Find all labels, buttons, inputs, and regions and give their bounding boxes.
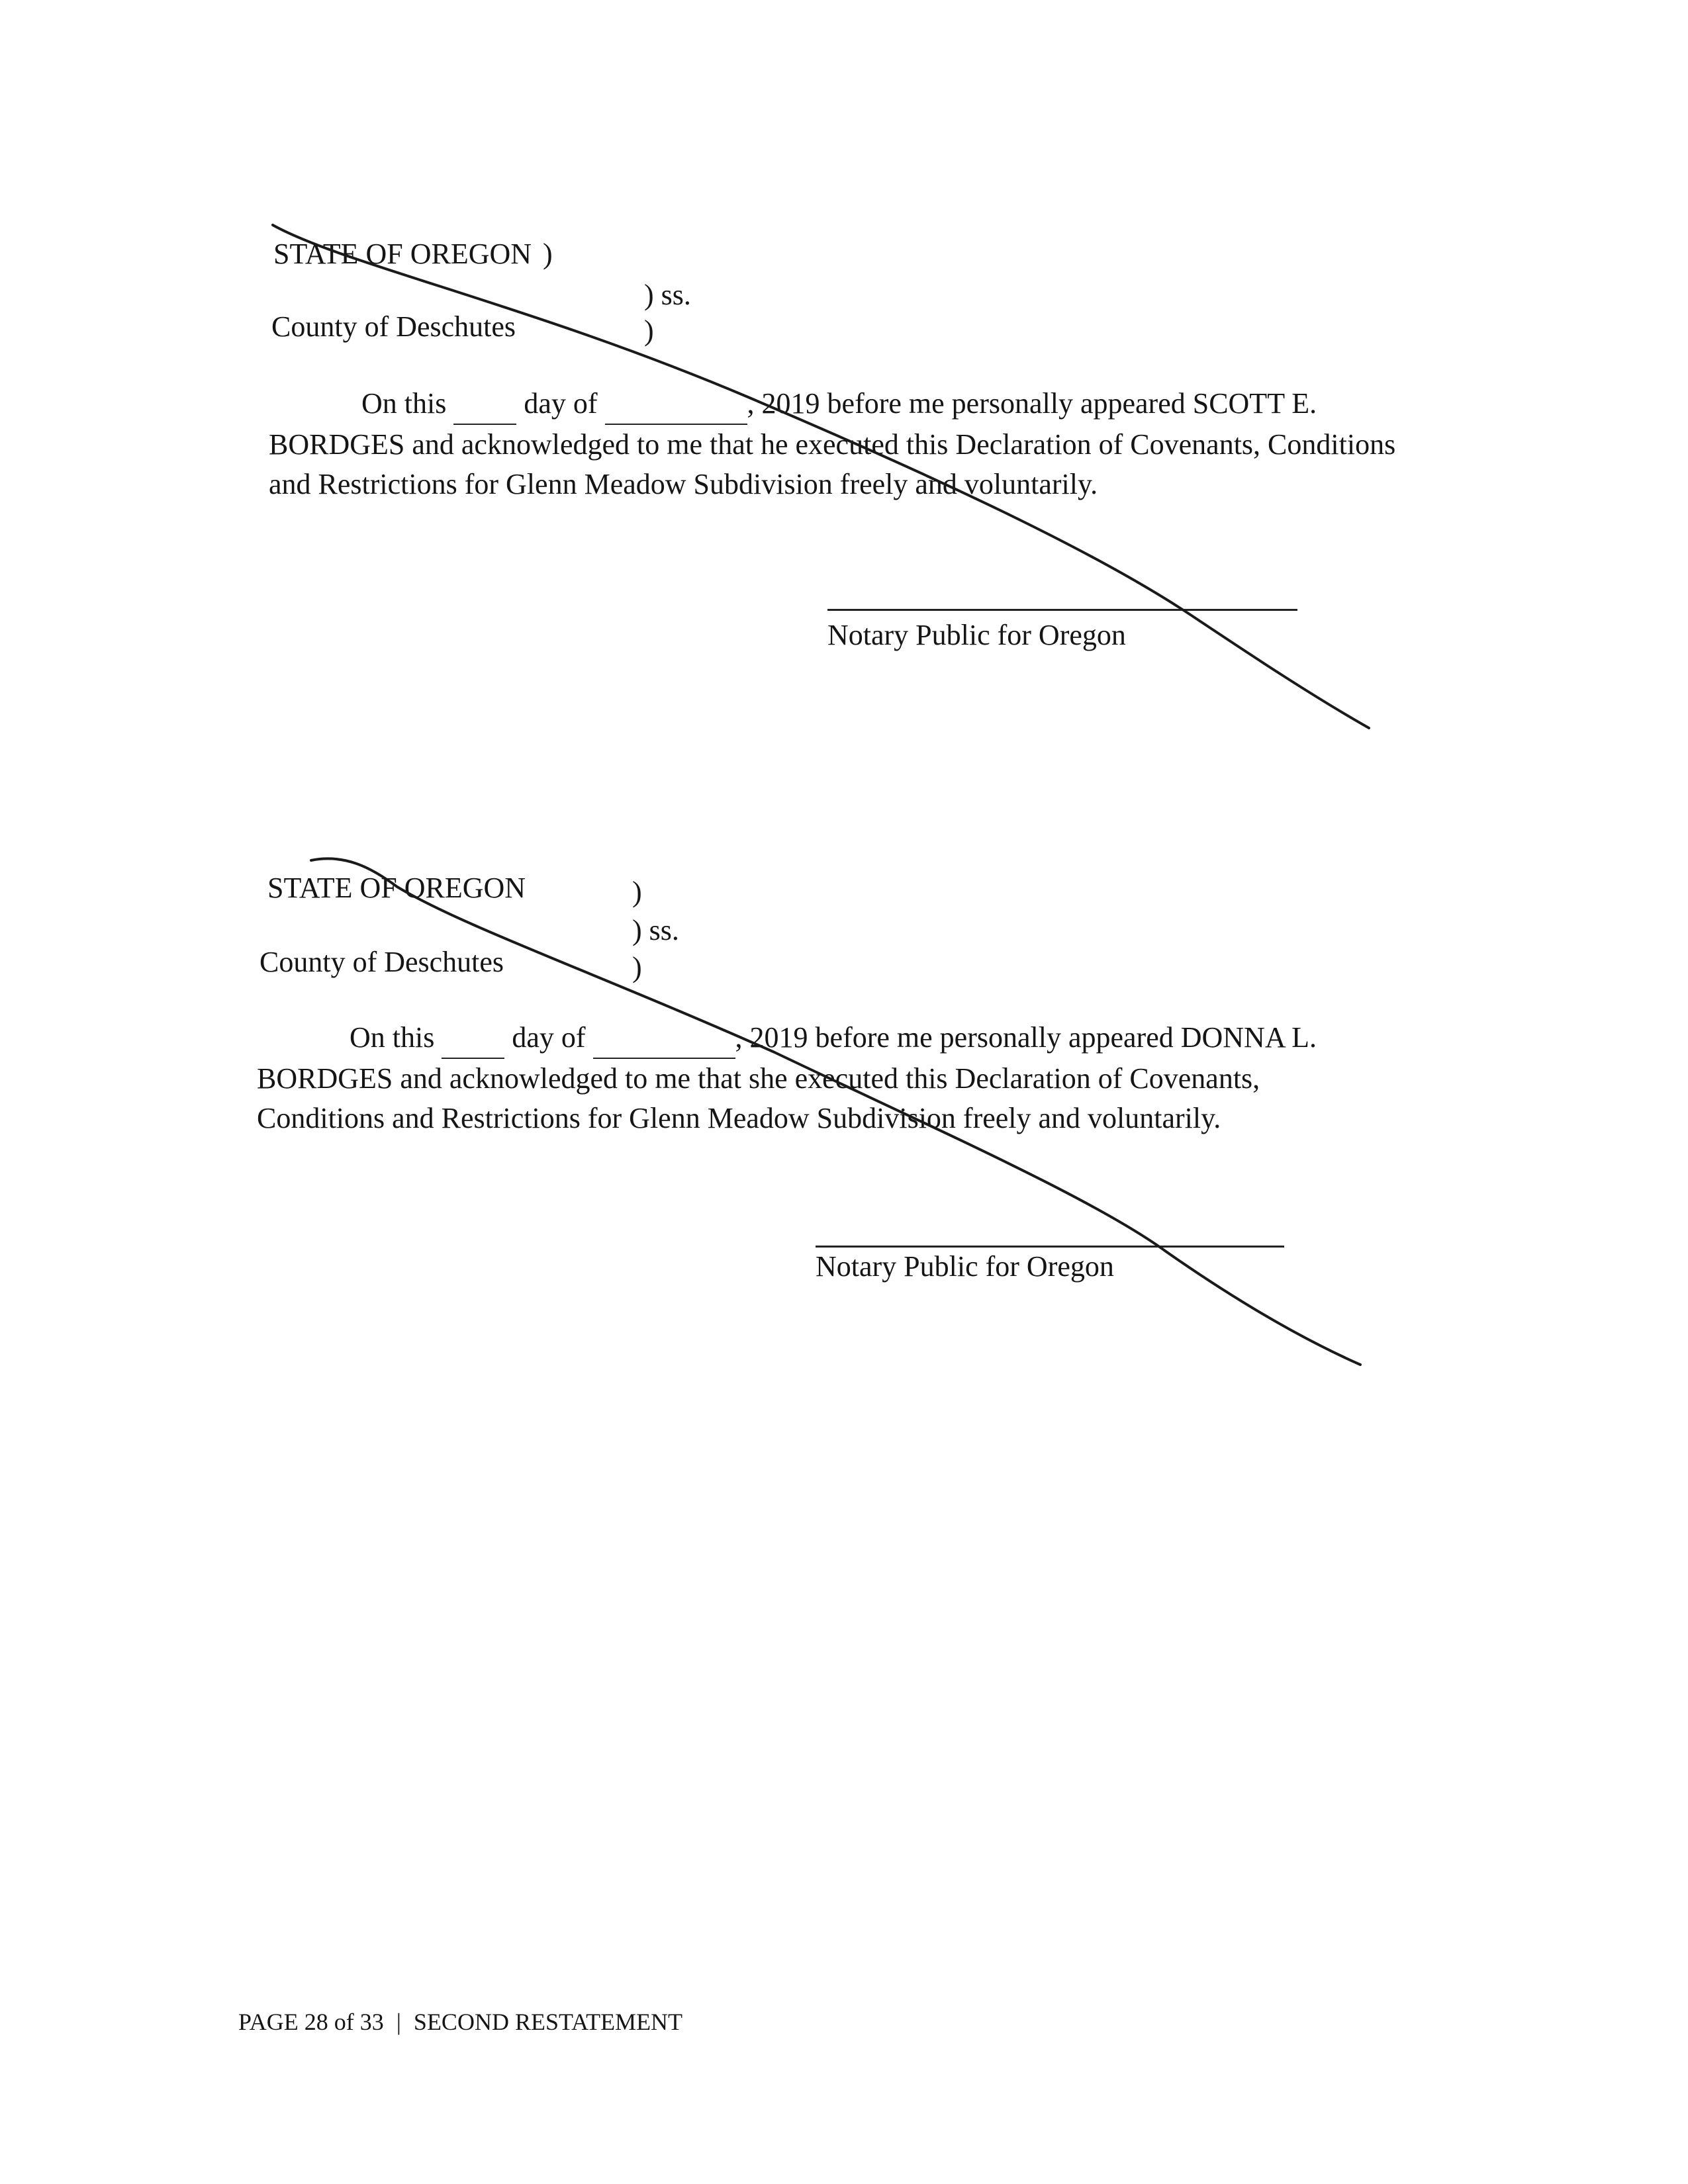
paragraph-line-3: Conditions and Restrictions for Glenn Meadow Subdivision freely and voluntarily. — [257, 1102, 1221, 1134]
cross-out-line — [311, 858, 1360, 1365]
ss-marker: ) ss. — [644, 279, 691, 311]
footer-separator: | — [396, 2009, 401, 2035]
footer-label: SECOND RESTATEMENT — [413, 2009, 683, 2035]
cross-out-line — [273, 225, 1369, 728]
page-footer — [238, 2008, 682, 2036]
on-this-text: On this — [350, 1021, 435, 1054]
line1-rest: , 2019 before me personally appeared SCOTT E. — [747, 387, 1317, 420]
state-heading: STATE OF OREGON — [267, 872, 526, 904]
notary-caption: Notary Public for Oregon — [827, 619, 1126, 651]
page-number: PAGE 28 of 33 — [238, 2009, 384, 2035]
line1-rest: , 2019 before me personally appeared DONNA L. — [735, 1021, 1317, 1054]
state-heading: STATE OF OREGON — [273, 238, 532, 270]
paragraph-line-2: BORDGES and acknowledged to me that he executed this Declaration of Covenants, Conditions — [269, 428, 1396, 461]
state-paren: ) — [632, 876, 642, 908]
county-label: County of Deschutes — [271, 310, 516, 343]
county-paren: ) — [632, 951, 642, 983]
paragraph-line-2: BORDGES and acknowledged to me that she executed this Declaration of Covenants, — [257, 1062, 1260, 1095]
paragraph-line-3: and Restrictions for Glenn Meadow Subdivision freely and voluntarily. — [269, 468, 1098, 500]
state-paren: ) — [543, 238, 553, 270]
on-this-text: On this — [361, 387, 447, 420]
day-of-text: day of — [524, 387, 598, 420]
county-label: County of Deschutes — [259, 946, 504, 978]
ss-marker: ) ss. — [632, 914, 679, 946]
county-paren: ) — [644, 314, 654, 347]
day-of-text: day of — [512, 1021, 586, 1054]
notary-caption: Notary Public for Oregon — [816, 1250, 1114, 1283]
